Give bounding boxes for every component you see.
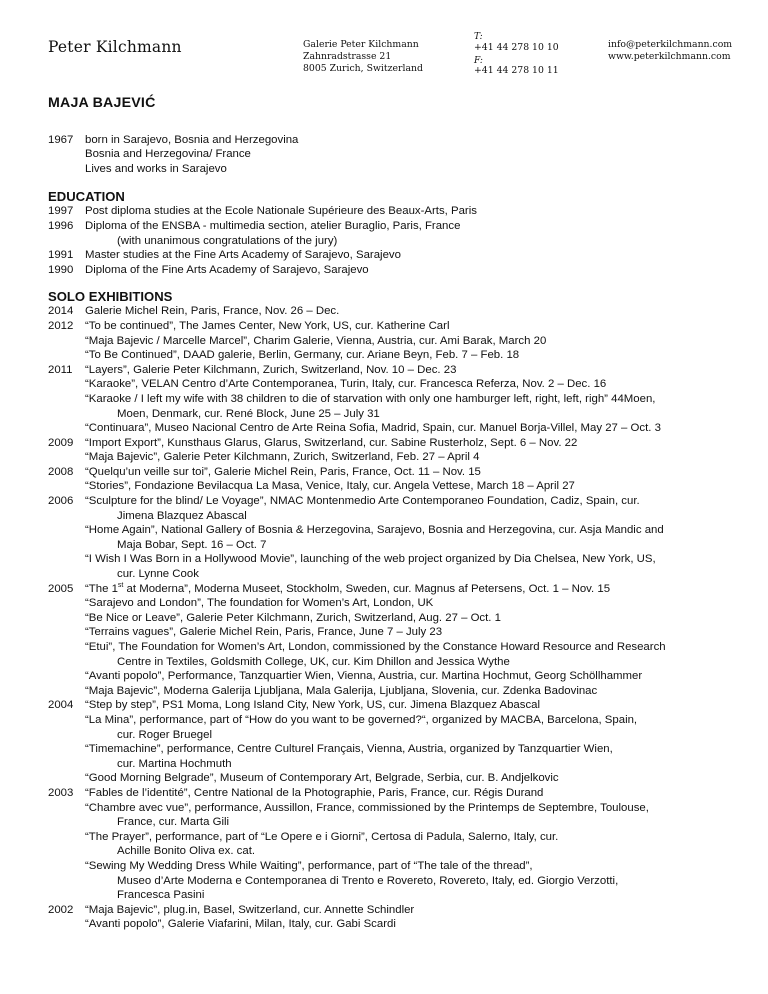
entry-year: 2008 xyxy=(48,465,74,478)
list-item xyxy=(48,479,744,494)
entry-year: 2009 xyxy=(48,436,74,449)
list-item xyxy=(48,204,744,219)
list-item xyxy=(48,450,744,465)
list-item xyxy=(48,713,744,742)
entry-text: Galerie Michel Rein, Paris, France, Nov. 26 – Dec. xyxy=(85,305,340,318)
education-list xyxy=(48,204,744,277)
list-item xyxy=(48,698,744,713)
entry-year: 1996 xyxy=(48,219,74,232)
tel-label: T: xyxy=(474,32,483,42)
list-item xyxy=(48,348,744,363)
fax-number: +41 44 278 10 11 xyxy=(474,65,559,77)
fax-label: F: xyxy=(474,55,483,66)
entry-year xyxy=(48,334,85,349)
list-item xyxy=(48,377,744,392)
entry-year: 2002 xyxy=(48,903,74,916)
entry-year xyxy=(48,377,85,392)
entry-continuation: (with unanimous congratulations of the jury) xyxy=(117,234,338,247)
list-item xyxy=(48,903,744,918)
entry-text: “Timemachine”, performance, Centre Culturel Français, Vienna, Austria, organized by Tanzquartier Wien, xyxy=(85,743,613,756)
list-item xyxy=(48,523,744,552)
entry-continuation: Centre in Textiles, Goldsmith College, UK, cur. Kim Dhillon and Jessica Wythe xyxy=(117,655,510,668)
entry-text: “Maja Bajevic”, plug.in, Basel, Switzerland, cur. Annette Schindler xyxy=(85,903,415,916)
entry-year xyxy=(48,421,85,436)
entry-year: 2006 xyxy=(48,495,74,508)
bio-line: born in Sarajevo, Bosnia and Herzegovina xyxy=(85,133,299,146)
solo-exhibitions-heading: SOLO EXHIBITIONS xyxy=(48,289,173,305)
entry-year xyxy=(48,669,85,684)
cv-document xyxy=(48,96,744,932)
entry-text: “Sewing My Wedding Dress While Waiting”, performance, part of “The tale of the thread”, xyxy=(85,859,533,872)
entry-year xyxy=(48,684,85,699)
entry-year: 1991 xyxy=(48,249,74,262)
ordinal-suffix: st xyxy=(117,581,124,589)
contact-block xyxy=(608,39,732,63)
entry-text: “Quelqu’un veille sur toi”, Galerie Michel Rein, Paris, France, Oct. 11 – Nov. 15 xyxy=(85,465,481,478)
entry-text xyxy=(85,582,744,597)
entry-text: “Good Morning Belgrade”, Museum of Contemporary Art, Belgrade, Serbia, cur. B. Andjelkovic xyxy=(85,772,559,785)
gallery-logo: Peter Kilchmann xyxy=(48,38,182,56)
phone-block xyxy=(474,32,559,76)
list-item xyxy=(48,596,744,611)
entry-text: “Step by step”, PS1 Moma, Long Island City, New York, US, cur. Jimena Blazquez Abascal xyxy=(85,699,540,712)
entry-year xyxy=(48,552,85,581)
list-item xyxy=(48,363,744,378)
bio-text xyxy=(85,133,744,177)
entry-text: “To Be Continued”, DAAD galerie, Berlin, Germany, cur. Ariane Beyn, Feb. 7 – Feb. 18 xyxy=(85,349,520,362)
list-item xyxy=(48,742,744,771)
list-item xyxy=(48,830,744,859)
bio-line: Lives and works in Sarajevo xyxy=(85,162,227,175)
entry-text: “Karaoke”, VELAN Centro d’Arte Contemporanea, Turin, Italy, cur. Francesca Referza, Nov. 2 – Dec. 16 xyxy=(85,378,607,391)
entry-continuation: Francesca Pasini xyxy=(117,889,205,902)
list-item xyxy=(48,801,744,830)
entry-text: “Chambre avec vue”, performance, Aussillon, France, commissioned by the Printemps de Septembre, Toulouse, xyxy=(85,801,649,814)
entry-year xyxy=(48,830,85,859)
entry-text-part: “The 1 xyxy=(85,582,118,595)
entry-text: “Maja Bajevic / Marcelle Marcel”, Charim Galerie, Vienna, Austria, cur. Ami Barak, March 20 xyxy=(85,334,547,347)
address-line: 8005 Zurich, Switzerland xyxy=(303,63,423,74)
list-item xyxy=(48,248,744,263)
list-item xyxy=(48,319,744,334)
entry-text: “Avanti popolo”, Performance, Tanzquartier Wien, Vienna, Austria, cur. Martina Hochmut, Georg Schöllhammer xyxy=(85,670,643,683)
entry-year xyxy=(48,713,85,742)
entry-continuation: Jimena Blazquez Abascal xyxy=(117,509,247,522)
entry-text: “Stories”, Fondazione Bevilacqua La Masa, Venice, Italy, cur. Angela Vettese, March 18 – April 27 xyxy=(85,480,575,493)
entry-text: “Etui”, The Foundation for Women’s Art, London, commissioned by the Constance Howard Resource and Research xyxy=(85,641,666,653)
entry-text: “Import Export”, Kunsthaus Glarus, Glarus, Switzerland, cur. Sabine Rusterholz, Sept. 6 – Nov. 22 xyxy=(85,436,578,449)
entry-text: “Avanti popolo”, Galerie Viafarini, Milan, Italy, cur. Gabi Scardi xyxy=(85,918,396,931)
bio-line: Bosnia and Herzegovina/ France xyxy=(85,148,251,161)
list-item xyxy=(48,611,744,626)
entry-text: Master studies at the Fine Arts Academy of Sarajevo, Sarajevo xyxy=(85,249,401,262)
tel-number: +41 44 278 10 10 xyxy=(474,41,559,53)
list-item xyxy=(48,582,744,597)
entry-text: “Layers”, Galerie Peter Kilchmann, Zurich, Switzerland, Nov. 10 – Dec. 23 xyxy=(85,363,457,376)
list-item xyxy=(48,859,744,903)
entry-year xyxy=(48,640,85,669)
entry-year xyxy=(48,625,85,640)
entry-year xyxy=(48,771,85,786)
list-item xyxy=(48,392,744,421)
education-heading: EDUCATION xyxy=(48,189,125,205)
entry-year xyxy=(48,742,85,771)
entry-text: “Maja Bajevic”, Moderna Galerija Ljubljana, Mala Galerija, Ljubljana, Slovenia, cur. Zdenka Badovinac xyxy=(85,684,598,697)
address-line: Zahnradstrasse 21 xyxy=(303,51,392,62)
list-item xyxy=(48,684,744,699)
entry-continuation: Achille Bonito Oliva ex. cat. xyxy=(117,845,256,858)
list-item xyxy=(48,625,744,640)
entry-year xyxy=(48,523,85,552)
list-item xyxy=(48,263,744,278)
bio-year: 1967 xyxy=(48,133,74,146)
entry-text: “Continuara”, Museo Nacional Centro de Arte Reina Sofia, Madrid, Spain, cur. Manuel Borja-Villel, May 27 – Oct. 3 xyxy=(85,422,661,435)
entry-text: “To be continued”, The James Center, New York, US, cur. Katherine Carl xyxy=(85,319,450,332)
entry-continuation: cur. Martina Hochmuth xyxy=(117,757,232,770)
entry-text: Post diploma studies at the Ecole Nationale Supérieure des Beaux-Arts, Paris xyxy=(85,205,477,218)
entry-continuation: Museo d’Arte Moderna e Contemporanea di Trento e Rovereto, Rovereto, Italy, ed. Giorgio Verzotti, xyxy=(117,874,619,887)
list-item xyxy=(48,640,744,669)
entry-year xyxy=(48,859,85,903)
email-link[interactable]: info@peterkilchmann.com xyxy=(608,39,733,50)
solo-exhibitions-list xyxy=(48,304,744,932)
list-item xyxy=(48,917,744,932)
list-item xyxy=(48,436,744,451)
list-item xyxy=(48,494,744,523)
entry-year: 2012 xyxy=(48,319,74,332)
entry-year: 2003 xyxy=(48,786,74,799)
entry-continuation: cur. Lynne Cook xyxy=(117,568,199,581)
entry-continuation: France, cur. Marta Gili xyxy=(117,816,230,829)
entry-text: “La Mina”, performance, part of “How do you want to be governed?“, organized by MACBA, Barcelona, Spain, xyxy=(85,713,638,726)
entry-text: “Sculpture for the blind/ Le Voyage”, NMAC Montenmedio Arte Contemporaneo Foundation, Cadiz, Spain, cur. xyxy=(85,495,640,508)
entry-year: 2014 xyxy=(48,305,74,318)
entry-year xyxy=(48,917,85,932)
entry-year xyxy=(48,611,85,626)
entry-year: 2004 xyxy=(48,699,74,712)
gallery-address xyxy=(303,39,423,75)
entry-continuation: Maja Bobar, Sept. 16 – Oct. 7 xyxy=(117,538,267,551)
letterhead xyxy=(48,32,738,96)
entry-year: 1997 xyxy=(48,205,74,218)
list-item xyxy=(48,421,744,436)
list-item xyxy=(48,669,744,684)
entry-continuation: Moen, Denmark, cur. René Block, June 25 – July 31 xyxy=(117,407,380,420)
bio-row xyxy=(48,133,744,177)
entry-continuation: cur. Roger Bruegel xyxy=(117,728,212,741)
entry-text: “Terrains vagues”, Galerie Michel Rein, Paris, France, June 7 – July 23 xyxy=(85,626,443,639)
entry-text: “Home Again”, National Gallery of Bosnia & Herzegovina, Sarajevo, Bosnia and Herzegovina, cur. Asja Mandic and xyxy=(85,524,664,537)
entry-text: “Fables de l’identité”, Centre National de la Photographie, Paris, France, cur. Régis Durand xyxy=(85,786,544,799)
entry-text-part: at Moderna”, Moderna Museet, Stockholm, Sweden, cur. Magnus af Petersens, Oct. 1 – Nov. 15 xyxy=(123,582,611,595)
entry-year: 1990 xyxy=(48,263,74,276)
entry-year xyxy=(48,392,85,421)
list-item xyxy=(48,465,744,480)
entry-year xyxy=(48,479,85,494)
list-item xyxy=(48,219,744,248)
website-link[interactable]: www.peterkilchmann.com xyxy=(608,51,731,62)
entry-year: 2011 xyxy=(48,363,73,376)
entry-text: “Sarajevo and London”, The foundation for Women’s Art, London, UK xyxy=(85,597,434,610)
entry-text: “Be Nice or Leave”, Galerie Peter Kilchmann, Zurich, Switzerland, Aug. 27 – Oct. 1 xyxy=(85,611,501,624)
entry-text: “Karaoke / I left my wife with 38 children to die of starvation with only one hamburger left, right, left, righ” 44Moen, xyxy=(85,392,656,405)
entry-year xyxy=(48,596,85,611)
entry-year xyxy=(48,801,85,830)
entry-text: “I Wish I Was Born in a Hollywood Movie”, launching of the web project organized by Dia Chelsea, New York, US, xyxy=(85,553,656,566)
entry-year xyxy=(48,450,85,465)
list-item xyxy=(48,786,744,801)
artist-name: MAJA BAJEVIĆ xyxy=(48,95,156,111)
list-item xyxy=(48,304,744,319)
entry-text: “Maja Bajevic”, Galerie Peter Kilchmann, Zurich, Switzerland, Feb. 27 – April 4 xyxy=(85,451,480,464)
entry-year xyxy=(48,348,85,363)
address-line: Galerie Peter Kilchmann xyxy=(303,39,419,50)
entry-text: “The Prayer”, performance, part of “Le Opere e i Giorni”, Certosa di Padula, Salerno, Italy, cur. xyxy=(85,830,559,843)
list-item xyxy=(48,552,744,581)
entry-year: 2005 xyxy=(48,582,74,595)
list-item xyxy=(48,771,744,786)
entry-text: Diploma of the Fine Arts Academy of Sarajevo, Sarajevo xyxy=(85,263,369,276)
list-item xyxy=(48,334,744,349)
entry-text: Diploma of the ENSBA - multimedia section, atelier Buraglio, Paris, France xyxy=(85,219,461,232)
